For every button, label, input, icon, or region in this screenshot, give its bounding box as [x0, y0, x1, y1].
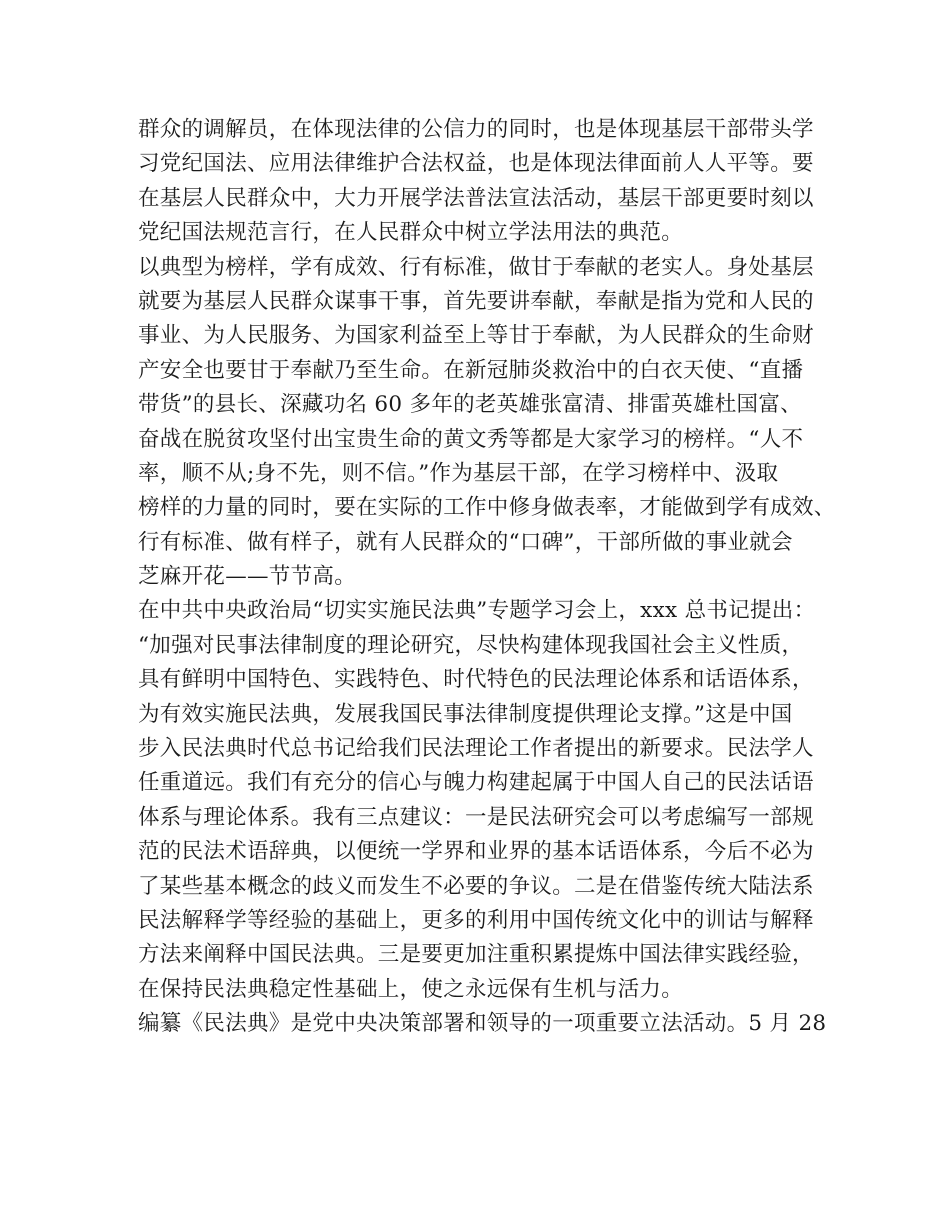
text-line: 带货”的县长、深藏功名 60 多年的老英雄张富清、排雷英雄杜国富、	[138, 392, 802, 418]
text-line: 行有标准、做有样子，就有人民群众的“口碑”，干部所做的事业就会	[138, 529, 793, 555]
text-line: 方法来阐释中国民法典。三是要更加注重积累提炼中国法律实践经验，	[138, 942, 814, 968]
text-line: 为有效实施民法典，发展我国民事法律制度提供理论支撑。”这是中国	[138, 701, 793, 727]
text-line: 以典型为榜样，学有成效、行有标准，做甘于奉献的老实人。身处基层	[138, 254, 814, 280]
text-line: 群众的调解员，在体现法律的公信力的同时，也是体现基层干部带头学	[138, 117, 814, 142]
text-line: 在保持民法典稳定性基础上，使之永远保有生机与活力。	[138, 976, 684, 1002]
text-line: 榜样的力量的同时，要在实际的工作中修身做表率，才能做到学有成效、	[138, 495, 836, 521]
text-line: 率，顺不从;身不先，则不信。”作为基层干部，在学习榜样中、汲取	[138, 460, 779, 486]
text-line: 了某些基本概念的歧义而发生不必要的争议。二是在借鉴传统大陆法系	[138, 873, 814, 899]
text-line: 体系与理论体系。我有三点建议：一是民法研究会可以考虑编写一部规	[138, 804, 814, 830]
text-line: 范的民法术语辞典，以便统一学界和业界的基本话语体系，今后不必为	[138, 839, 814, 865]
text-line: 党纪国法规范言行，在人民群众中树立学法用法的典范。	[138, 220, 684, 246]
text-line: 步入民法典时代总书记给我们民法理论工作者提出的新要求。民法学人	[138, 736, 814, 762]
text-line: 在中共中央政治局“切实实施民法典”专题学习会上，xxx 总书记提出：	[138, 598, 816, 624]
text-line: 芝麻开花——节节高。	[138, 564, 357, 590]
text-line: 具有鲜明中国特色、实践特色、时代特色的民法理论体系和话语体系，	[138, 667, 814, 693]
text-line: 民法解释学等经验的基础上，更多的利用中国传统文化中的训诂与解释	[138, 907, 814, 933]
text-line: 奋战在脱贫攻坚付出宝贵生命的黄文秀等都是大家学习的榜样。“人不	[138, 426, 804, 452]
text-line: 编纂《民法典》是党中央决策部署和领导的一项重要立法活动。5 月 28	[138, 1011, 827, 1037]
text-line: 事业、为人民服务、为国家利益至上等甘于奉献，为人民群众的生命财	[138, 323, 814, 349]
text-line: “加强对民事法律制度的理论研究，尽快构建体现我国社会主义性质，	[138, 632, 804, 658]
text-line: 在基层人民群众中，大力开展学法普法宣法活动，基层干部更要时刻以	[138, 185, 814, 211]
text-line: 产安全也要甘于奉献乃至生命。在新冠肺炎救治中的白衣天使、“直播	[138, 357, 804, 383]
text-line: 习党纪国法、应用法律维护合法权益，也是体现法律面前人人平等。要	[138, 151, 814, 177]
text-line: 任重道远。我们有充分的信心与魄力构建起属于中国人自己的民法话语	[138, 770, 814, 796]
text-line: 就要为基层人民群众谋事干事，首先要讲奉献，奉献是指为党和人民的	[138, 288, 814, 314]
body-text	[138, 113, 838, 1042]
